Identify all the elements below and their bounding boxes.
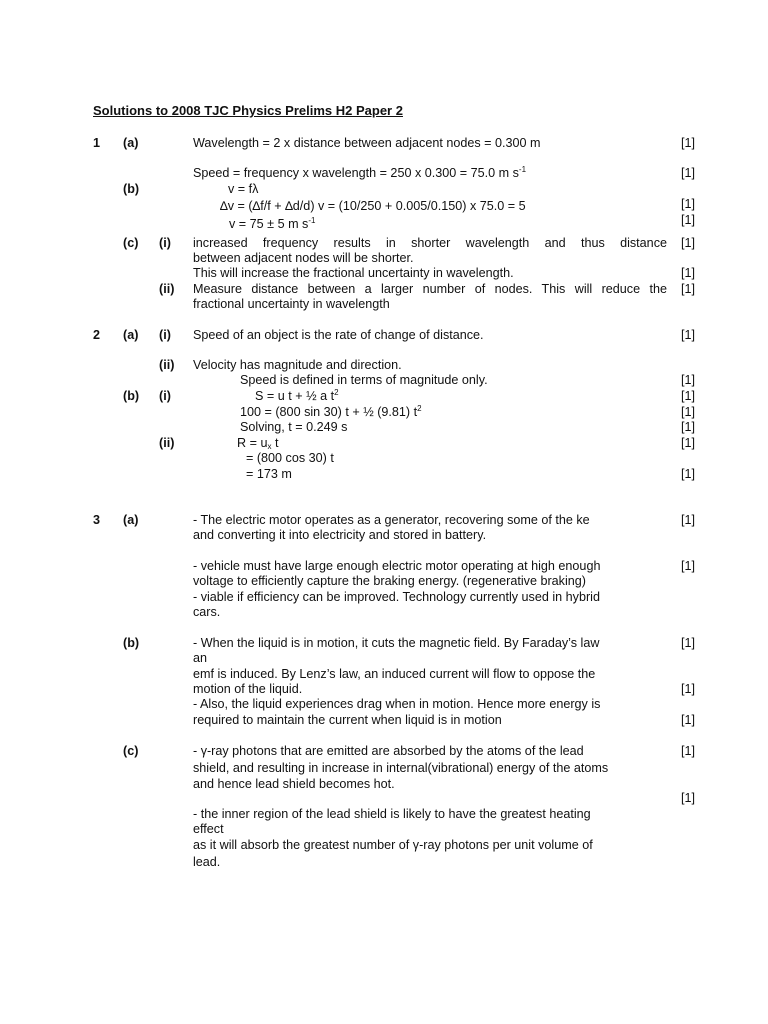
mark: [1] xyxy=(681,197,696,211)
mark: [1] xyxy=(681,682,696,696)
question-number-2: 2 xyxy=(93,328,101,342)
mark: [1] xyxy=(681,166,696,180)
q3-b-line-2: an xyxy=(193,651,208,665)
mark: [1] xyxy=(681,282,696,296)
q3-c-line-1: - γ-ray photons that are emitted are absorbed by the atoms of the lead xyxy=(193,744,584,758)
part-label-3b: (b) xyxy=(123,636,140,650)
mark: [1] xyxy=(681,213,696,227)
q1-c-i-line-3: This will increase the fractional uncertainty in wavelength. xyxy=(193,266,514,280)
part-label-2b: (b) xyxy=(123,389,140,403)
q2-b-ii-line-2: = (800 cos 30) t xyxy=(246,451,334,465)
part-label-1b: (b) xyxy=(123,182,140,196)
part-label-2a: (a) xyxy=(123,328,139,342)
q3-a-line-6: cars. xyxy=(193,605,221,619)
mark: [1] xyxy=(681,713,696,727)
subpart-label-1c-ii: (ii) xyxy=(159,282,175,296)
question-number-3: 3 xyxy=(93,513,101,527)
q3-b-line-3: emf is induced. By Lenz’s law, an induced current will flow to oppose the xyxy=(193,667,596,681)
q3-b-line-4: motion of the liquid. xyxy=(193,682,303,696)
mark: [1] xyxy=(681,405,696,419)
mark: [1] xyxy=(681,467,696,481)
mark: [1] xyxy=(681,436,696,450)
mark: [1] xyxy=(681,559,696,573)
q2-a-i-answer: Speed of an object is the rate of change of distance. xyxy=(193,328,484,342)
q1-c-i-line-1: increased frequency results in shorter wavelength and thus distance xyxy=(193,236,667,250)
mark: [1] xyxy=(681,744,696,758)
mark: [1] xyxy=(681,791,696,805)
q2-a-ii-line-1: Velocity has magnitude and direction. xyxy=(193,358,402,372)
q1-c-ii-line-2: fractional uncertainty in wavelength xyxy=(193,297,390,311)
mark: [1] xyxy=(681,136,696,150)
mark: [1] xyxy=(681,266,696,280)
mark: [1] xyxy=(681,373,696,387)
q3-c-line-4: - the inner region of the lead shield is likely to have the greatest heating xyxy=(193,807,591,821)
subpart-label-2b-ii: (ii) xyxy=(159,436,175,450)
mark: [1] xyxy=(681,636,696,650)
q3-c-line-5: effect xyxy=(193,822,224,836)
q1-c-i-line-2: between adjacent nodes will be shorter. xyxy=(193,251,414,265)
q3-a-line-5: - viable if efficiency can be improved. Technology currently used in hybrid xyxy=(193,590,600,604)
q1-b-equation: v = fλ xyxy=(228,182,259,196)
mark: [1] xyxy=(681,389,696,403)
mark: [1] xyxy=(681,513,696,527)
q3-a-line-4: voltage to efficiently capture the braking energy. (regenerative braking) xyxy=(193,574,586,588)
q3-a-line-1: - The electric motor operates as a generator, recovering some of the ke xyxy=(193,513,590,527)
q3-c-line-7: lead. xyxy=(193,855,221,869)
q2-a-ii-line-2: Speed is defined in terms of magnitude only. xyxy=(240,373,488,387)
q3-a-line-3: - vehicle must have large enough electric motor operating at high enough xyxy=(193,559,601,573)
q2-b-i-line-2: 100 = (800 sin 30) t + ½ (9.81) $t^2$ xyxy=(240,404,422,419)
q2-b-ii-line-1: $R = u_x$ t xyxy=(237,436,279,451)
q3-c-line-2: shield, and resulting in increase in internal(vibrational) energy of the atoms xyxy=(193,761,609,775)
q3-b-line-1: - When the liquid is in motion, it cuts the magnetic field. By Faraday’s law xyxy=(193,636,600,650)
q3-b-line-6: required to maintain the current when liquid is in motion xyxy=(193,713,502,727)
q3-c-line-6: as it will absorb the greatest number of γ-ray photons per unit volume of xyxy=(193,838,593,852)
document-title: Solutions to 2008 TJC Physics Prelims H2 Paper 2 xyxy=(93,103,403,118)
q1-speed-line: Speed = frequency x wavelength = 250 x 0.300 = 75.0 m $s^{-1}$ xyxy=(193,165,527,180)
part-label-3a: (a) xyxy=(123,513,139,527)
q2-b-i-line-3: Solving, t = 0.249 s xyxy=(240,420,348,434)
subpart-label-2b-i: (i) xyxy=(159,389,171,403)
mark: [1] xyxy=(681,236,696,250)
q1-c-ii-line-1: Measure distance between a larger number of nodes. This will reduce the xyxy=(193,282,667,296)
q2-b-i-line-1: S = u t + ½ a $t^2$ xyxy=(255,388,339,403)
part-label-1c: (c) xyxy=(123,236,139,250)
q3-b-line-5: - Also, the liquid experiences drag when in motion. Hence more energy is xyxy=(193,697,601,711)
q1-a-answer: Wavelength = 2 x distance between adjacent nodes = 0.300 m xyxy=(193,136,541,150)
subpart-label-2a-ii: (ii) xyxy=(159,358,175,372)
q1-b-uncertainty: ∆v = (∆f/f + ∆d/d) v = (10/250 + 0.005/0.150) x 75.0 = 5 xyxy=(220,199,526,213)
subpart-label-1c-i: (i) xyxy=(159,236,171,250)
q3-a-line-2: and converting it into electricity and stored in battery. xyxy=(193,528,487,542)
q3-c-line-3: and hence lead shield becomes hot. xyxy=(193,777,395,791)
q2-b-ii-line-3: = 173 m xyxy=(246,467,292,481)
part-label-1a: (a) xyxy=(123,136,139,150)
q1-b-result: v = 75 ± 5 m $s^{-1}$ xyxy=(229,216,316,231)
part-label-3c: (c) xyxy=(123,744,139,758)
question-number-1: 1 xyxy=(93,136,101,150)
mark: [1] xyxy=(681,328,696,342)
subpart-label-2a-i: (i) xyxy=(159,328,171,342)
mark: [1] xyxy=(681,420,696,434)
